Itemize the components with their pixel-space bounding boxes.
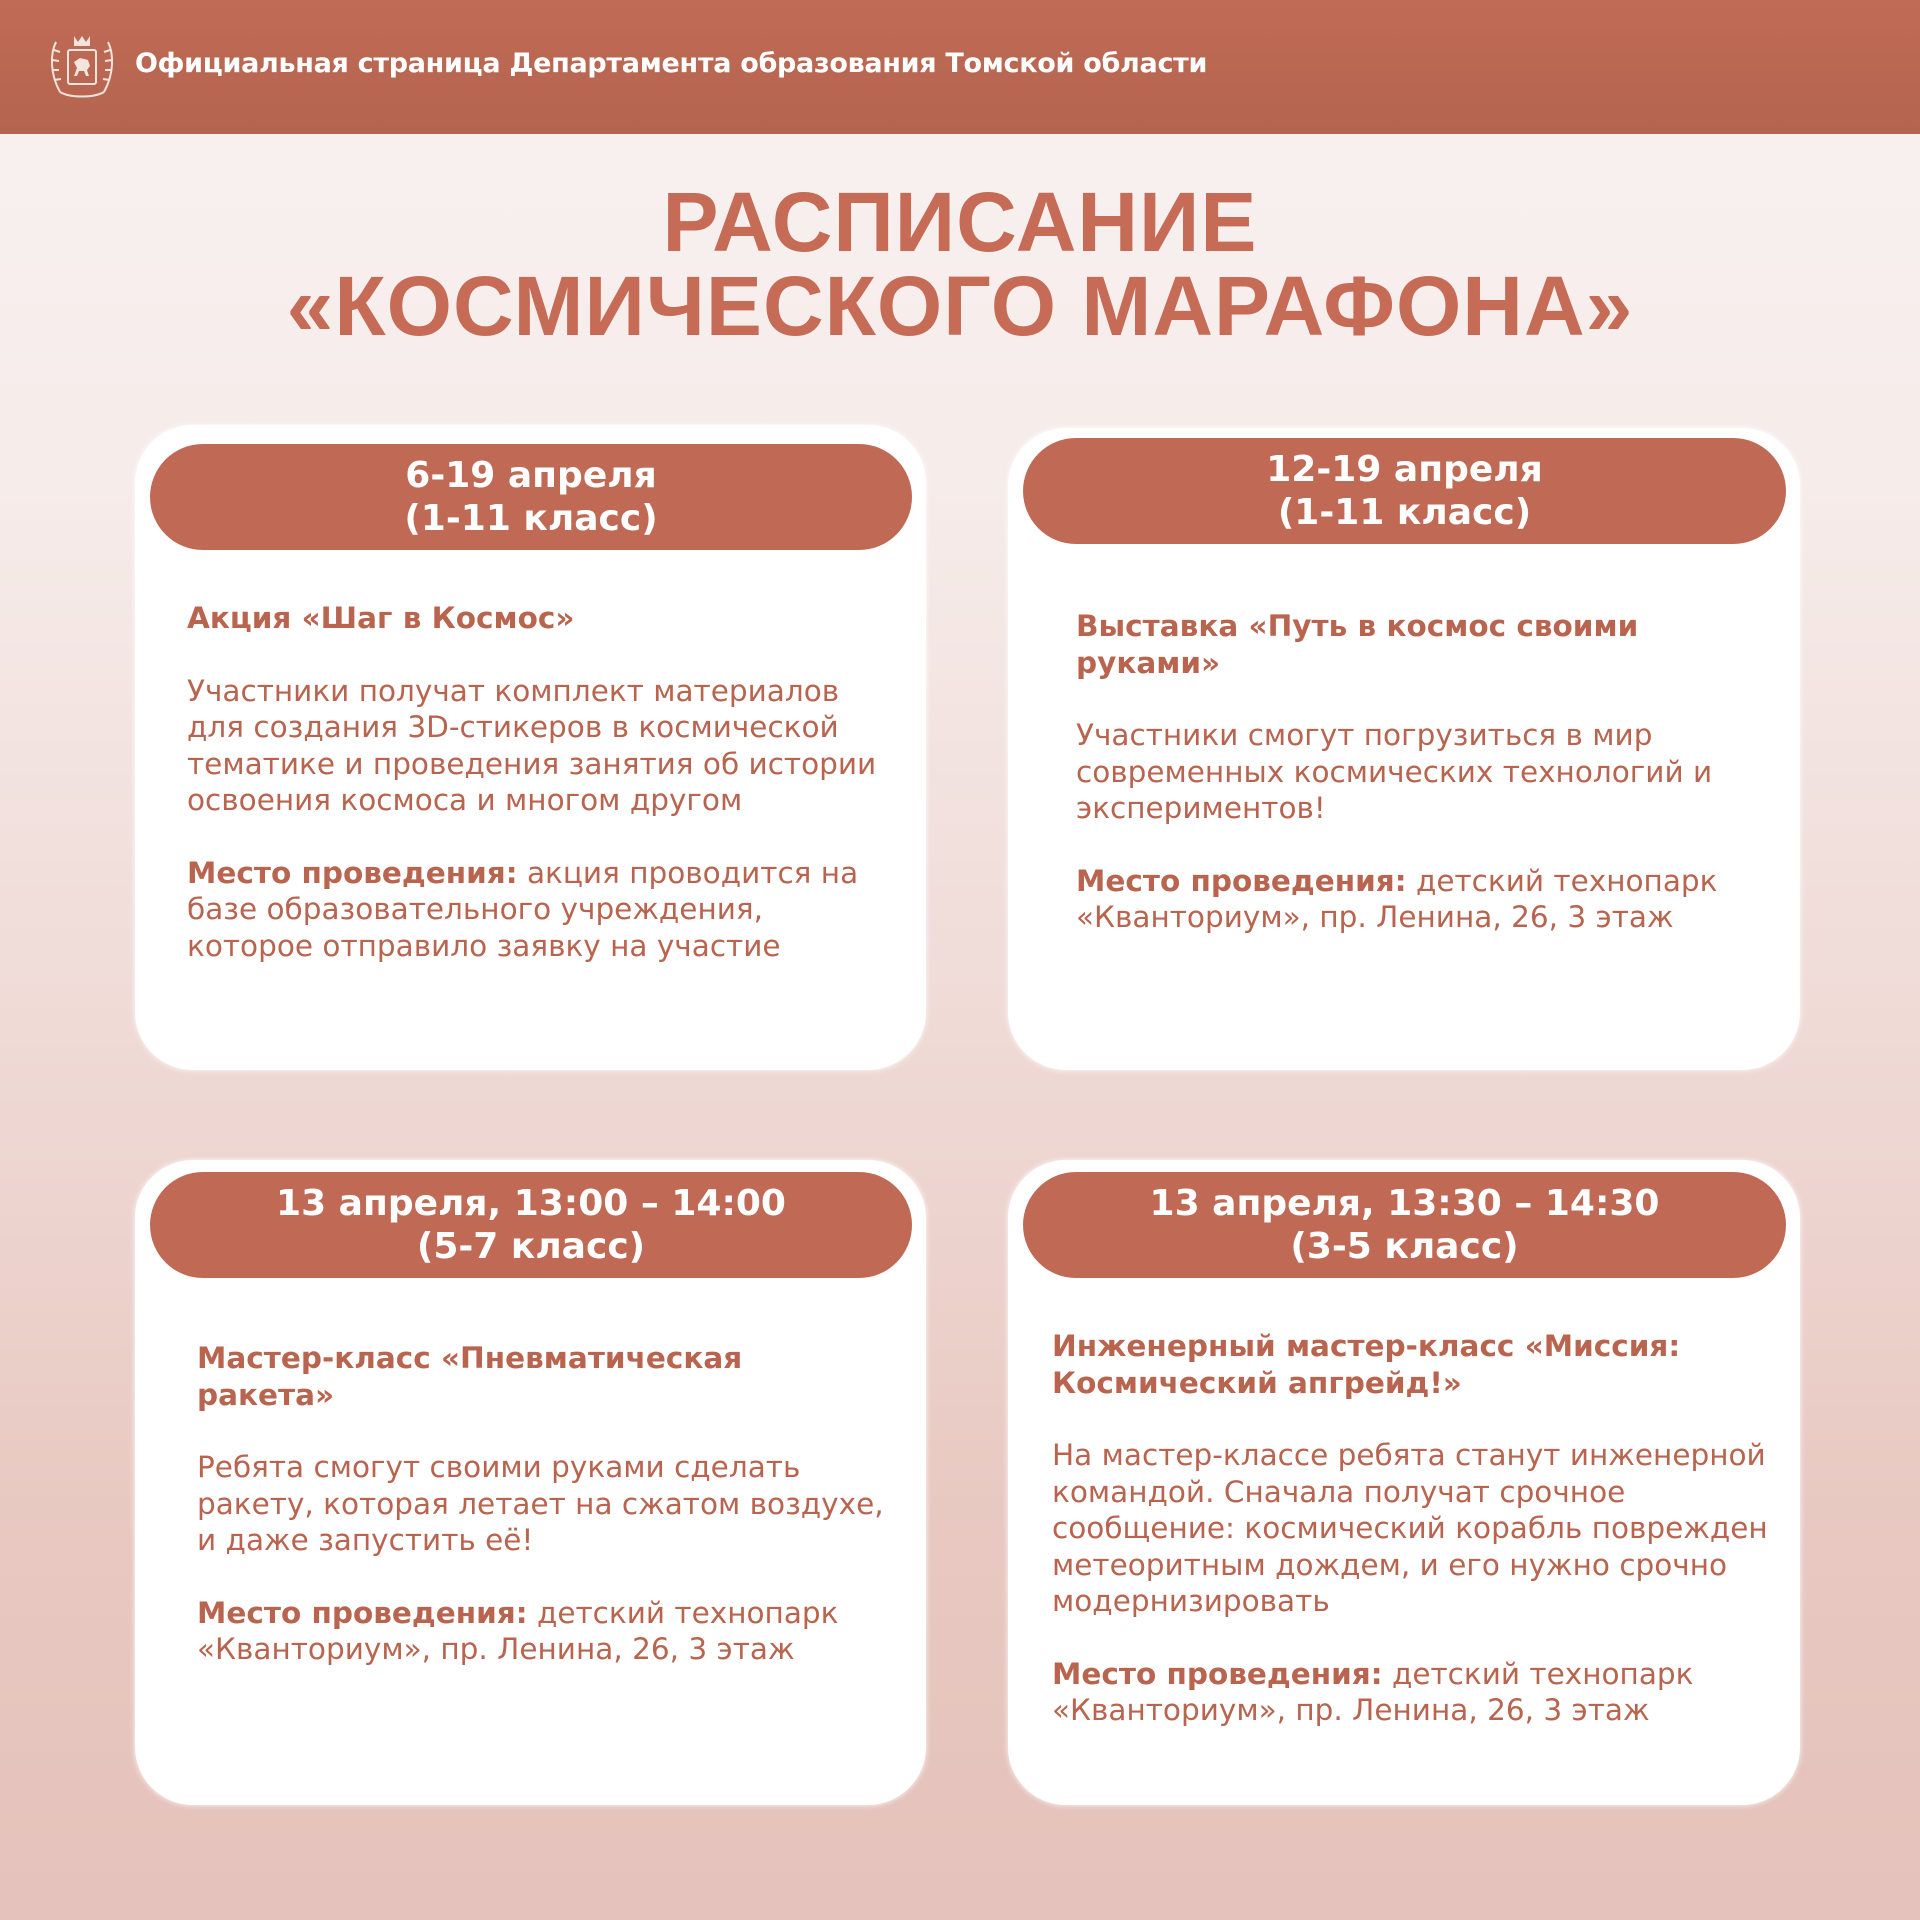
- event-title: Мастер-класс «Пневматическая ракета»: [197, 1341, 743, 1412]
- event-content: [1076, 608, 1760, 936]
- event-place: [1076, 863, 1760, 936]
- event-place: [197, 1595, 886, 1668]
- event-date: 12-19 апреля: [1266, 449, 1543, 490]
- page-title-line-2: «КОСМИЧЕСКОГО МАРАФОНА»: [286, 259, 1634, 353]
- event-content: [187, 600, 886, 964]
- event-place-label: Место проведения:: [197, 1595, 528, 1630]
- event-date-badge: [1023, 1172, 1786, 1278]
- event-title: Выставка «Путь в космос своими руками»: [1076, 609, 1639, 680]
- tomsk-coat-of-arms-icon: [46, 34, 118, 100]
- event-title: Инженерный мастер-класс «Миссия: Космический апгрейд!»: [1052, 1329, 1681, 1400]
- event-card: [135, 425, 926, 1070]
- event-card: [1008, 428, 1800, 1070]
- event-date-badge: [1023, 438, 1786, 544]
- event-date: 13 апреля, 13:00 – 14:00: [276, 1183, 786, 1224]
- event-place-value: акция проводится на базе образовательного учреждения, которое отправило заявку на участие: [187, 855, 859, 963]
- event-grades: (3-5 класс): [1290, 1226, 1519, 1267]
- event-date: 6-19 апреля: [405, 455, 657, 496]
- top-bar: [0, 0, 1920, 134]
- event-place: [1052, 1656, 1770, 1729]
- event-title: Акция «Шаг в Космос»: [187, 601, 575, 635]
- event-description: Участники получат комплект материалов для создания 3D-стикеров в космической тематике и проведения занятия об истории освоения космоса и многом другом: [187, 673, 877, 817]
- page-title: [0, 175, 1920, 353]
- event-description: Ребята смогут своими руками сделать ракету, которая летает на сжатом воздухе, и даже запустить её!: [197, 1450, 884, 1557]
- event-card: [1008, 1160, 1800, 1805]
- event-date: 13 апреля, 13:30 – 14:30: [1149, 1183, 1660, 1224]
- event-description: На мастер-классе ребята станут инженерной командой. Сначала получат срочное сообщение: космический корабль поврежден метеоритным дождем, и его нужно срочно модернизировать: [1052, 1438, 1768, 1618]
- event-description: Участники смогут погрузиться в мир современных космических технологий и экспериментов!: [1076, 718, 1713, 825]
- event-grades: (5-7 класс): [416, 1226, 646, 1267]
- event-grades: (1-11 класс): [404, 498, 658, 539]
- event-place: [187, 855, 886, 965]
- page-header-title: Официальная страница Департамента образования Томской области: [135, 48, 1208, 79]
- event-grades: (1-11 класс): [1277, 492, 1532, 533]
- event-date-badge: [150, 444, 912, 550]
- event-place-value: детский технопарк «Кванториум», пр. Ленина, 26, 3 этаж: [1076, 863, 1718, 934]
- event-place-label: Место проведения:: [1076, 863, 1407, 898]
- event-content: [197, 1340, 886, 1668]
- event-content: [1052, 1328, 1770, 1729]
- event-place-value: детский технопарк «Кванториум», пр. Ленина, 26, 3 этаж: [1052, 1656, 1694, 1727]
- event-date-badge: [150, 1172, 912, 1278]
- event-place-label: Место проведения:: [1052, 1656, 1383, 1691]
- event-place-label: Место проведения:: [187, 855, 518, 890]
- event-place-value: детский технопарк «Кванториум», пр. Ленина, 26, 3 этаж: [197, 1595, 839, 1666]
- page-title-line-1: РАСПИСАНИЕ: [662, 175, 1258, 269]
- event-card: [135, 1160, 926, 1805]
